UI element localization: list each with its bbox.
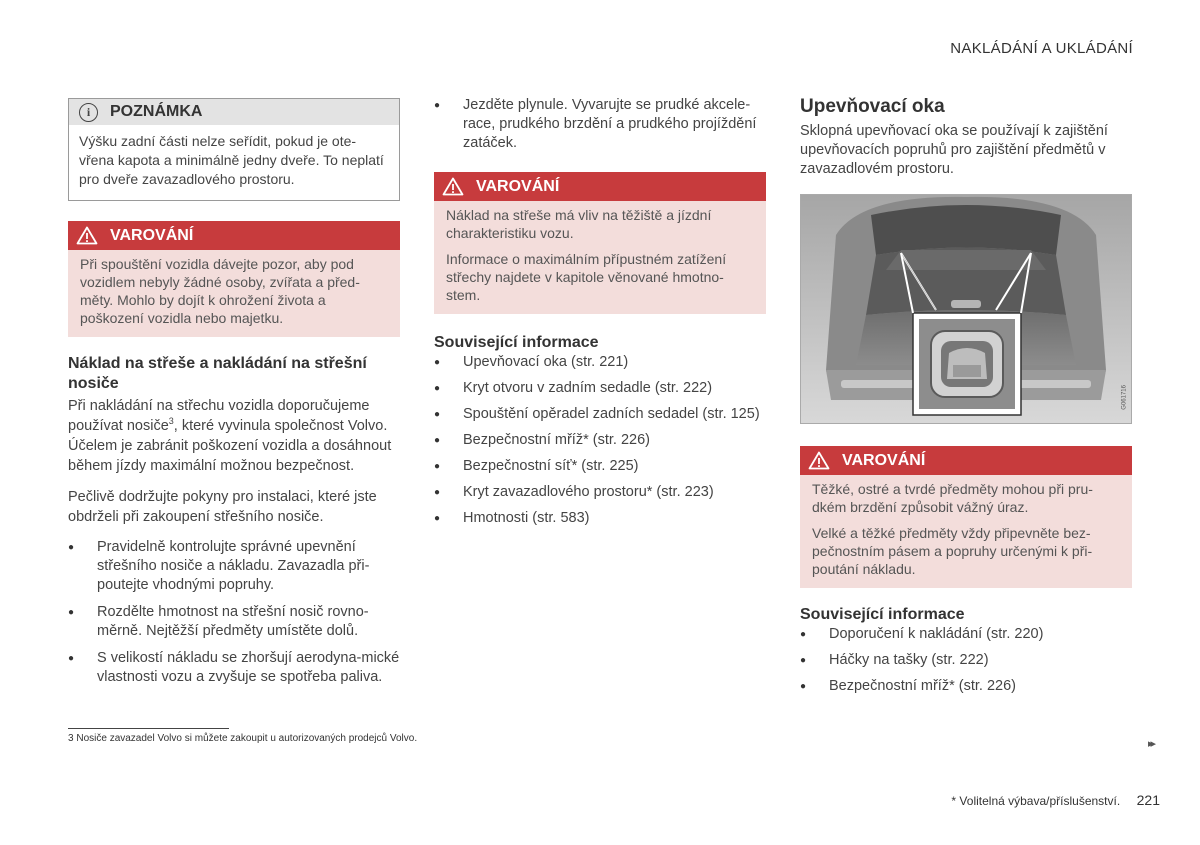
image-code: G061716: [1122, 385, 1128, 410]
cargo-area-illustration: [801, 195, 1131, 423]
list-item: ● S velikostí nákladu se zhoršují aerodyna-mické vlastnosti vozu a zvyšuje se spotřeba paliva.: [68, 649, 400, 687]
warning-title: VAROVÁNÍ: [110, 226, 194, 244]
warning-text: Těžké, ostré a tvrdé předměty mohou při pru-dkém brzdění způsobit vážný úraz.: [812, 481, 1093, 515]
roof-paragraph-1: [68, 396, 400, 476]
related-link[interactable]: ● Bezpečnostní mříž* (str. 226): [434, 431, 766, 450]
warning-text: Informace o maximálním přípustném zatížení střechy najdete v kapitole věnované hmotno-stem.: [446, 251, 727, 303]
footnote-rule: [68, 728, 229, 729]
note-box: [68, 98, 400, 201]
list-item: ● Jezděte plynule. Vyvarujte se prudké akcele-race, prudkého brzdění a prudkého projíždění zatáček.: [434, 96, 766, 153]
warning-triangle-icon: [442, 177, 464, 196]
warning-text: Velké a těžké předměty vždy připevněte bez-pečnostním pásem a popruhy určenými k při-poutání nákladu.: [812, 525, 1093, 577]
column-1: [68, 96, 400, 687]
warning-box: [434, 172, 766, 314]
note-text: Výšku zadní části nelze seřídit, pokud je ote-vřena kapota a minimálně jedny dveře. To neplatí pro dveře zavazadlového prostoru.: [79, 133, 384, 187]
page-footer: [951, 792, 1160, 810]
related-link[interactable]: ● Doporučení k nakládání (str. 220): [800, 625, 1132, 644]
cargo-area-photo: [800, 194, 1132, 424]
column-3: [800, 96, 1132, 696]
warning-triangle-icon: [808, 451, 830, 470]
note-title: POZNÁMKA: [110, 103, 203, 120]
related-heading: Související informace: [800, 606, 965, 623]
related-link[interactable]: ● Spouštění opěradel zadních sedadel (str. 125): [434, 405, 766, 424]
next-page-arrows-icon[interactable]: ▸▸: [1148, 738, 1154, 750]
footnote: [68, 733, 417, 744]
warning-triangle-icon: [76, 226, 98, 245]
related-link[interactable]: ● Bezpečnostní síť* (str. 225): [434, 457, 766, 476]
roof-bullet-list: [68, 538, 400, 687]
related-list: [800, 625, 1132, 696]
related-list: [434, 353, 766, 528]
warning-body: [800, 475, 1132, 588]
column-2: [434, 96, 766, 528]
warning-text: Při spouštění vozidla dávejte pozor, aby pod vozidlem nebyly žádné osoby, zvířata a před-měty. Mohlo by dojít k ohrožení života a poškození vozidla nebo majetku.: [80, 256, 360, 326]
optional-equipment-note: * Volitelná výbava/příslušenství.: [951, 794, 1121, 808]
list-item: ● Rozdělte hmotnost na střešní nosič rovno-měrně. Nejtěžší předměty umístěte dolů.: [68, 603, 400, 641]
note-header: [69, 99, 399, 125]
footnote-text: Nosiče zavazadel Volvo si můžete zakoupit u autorizovaných prodejců Volvo.: [76, 733, 418, 744]
roof-paragraph-1-start: Při nakládání na střechu vozidla doporučujeme používat nosiče: [68, 398, 370, 434]
info-icon: i: [79, 103, 98, 122]
related-link[interactable]: ● Háčky na tašky (str. 222): [800, 651, 1132, 670]
warning-text: Náklad na střeše má vliv na těžiště a jízdní charakteristiku vozu.: [446, 207, 712, 241]
warning-header: [434, 172, 766, 201]
section-heading-roof-load: Náklad na střeše a nakládání na střešní nosiče: [68, 355, 367, 392]
driving-bullet-list: [434, 96, 766, 153]
related-heading: Související informace: [434, 334, 599, 351]
related-link[interactable]: ● Kryt zavazadlového prostoru* (str. 223): [434, 483, 766, 502]
list-item: ● Pravidelně kontrolujte správné upevnění střešního nosiče a nákladu. Zavazadla při-poutejte vhodnými popruhy.: [68, 538, 400, 595]
footnote-ref: 3: [168, 416, 174, 427]
warning-box: [800, 446, 1132, 588]
warning-body: [434, 201, 766, 314]
warning-header: [800, 446, 1132, 475]
related-link[interactable]: ● Hmotnosti (str. 583): [434, 509, 766, 528]
related-link[interactable]: ● Kryt otvoru v zadním sedadle (str. 222): [434, 379, 766, 398]
tie-down-intro: Sklopná upevňovací oka se používají k zajištění upevňovacích popruhů pro zajištění předmětů v zavazadlovém prostoru.: [800, 123, 1108, 177]
running-header: NAKLÁDÁNÍ A UKLÁDÁNÍ: [950, 40, 1133, 57]
page-number: 221: [1136, 792, 1160, 808]
warning-title: VAROVÁNÍ: [842, 451, 926, 469]
related-link[interactable]: ● Upevňovací oka (str. 221): [434, 353, 766, 372]
warning-box: [68, 221, 400, 337]
warning-body: [68, 250, 400, 337]
warning-title: VAROVÁNÍ: [476, 177, 560, 195]
roof-paragraph-1-end: , které vyvinula společnost Volvo. Účelem je zabránit poškození vozidla a dosáhnout během jízdy maximální možnou bezpečnost.: [68, 418, 392, 474]
section-title-tie-down-eyes: Upevňovací oka: [800, 96, 945, 117]
warning-header: [68, 221, 400, 250]
footnote-number: 3: [68, 733, 74, 744]
note-body: [69, 125, 399, 200]
roof-paragraph-2: Pečlivě dodržujte pokyny pro instalaci, které jste obdrželi při zakoupení střešního nosiče.: [68, 489, 377, 525]
related-link[interactable]: ● Bezpečnostní mříž* (str. 226): [800, 677, 1132, 696]
